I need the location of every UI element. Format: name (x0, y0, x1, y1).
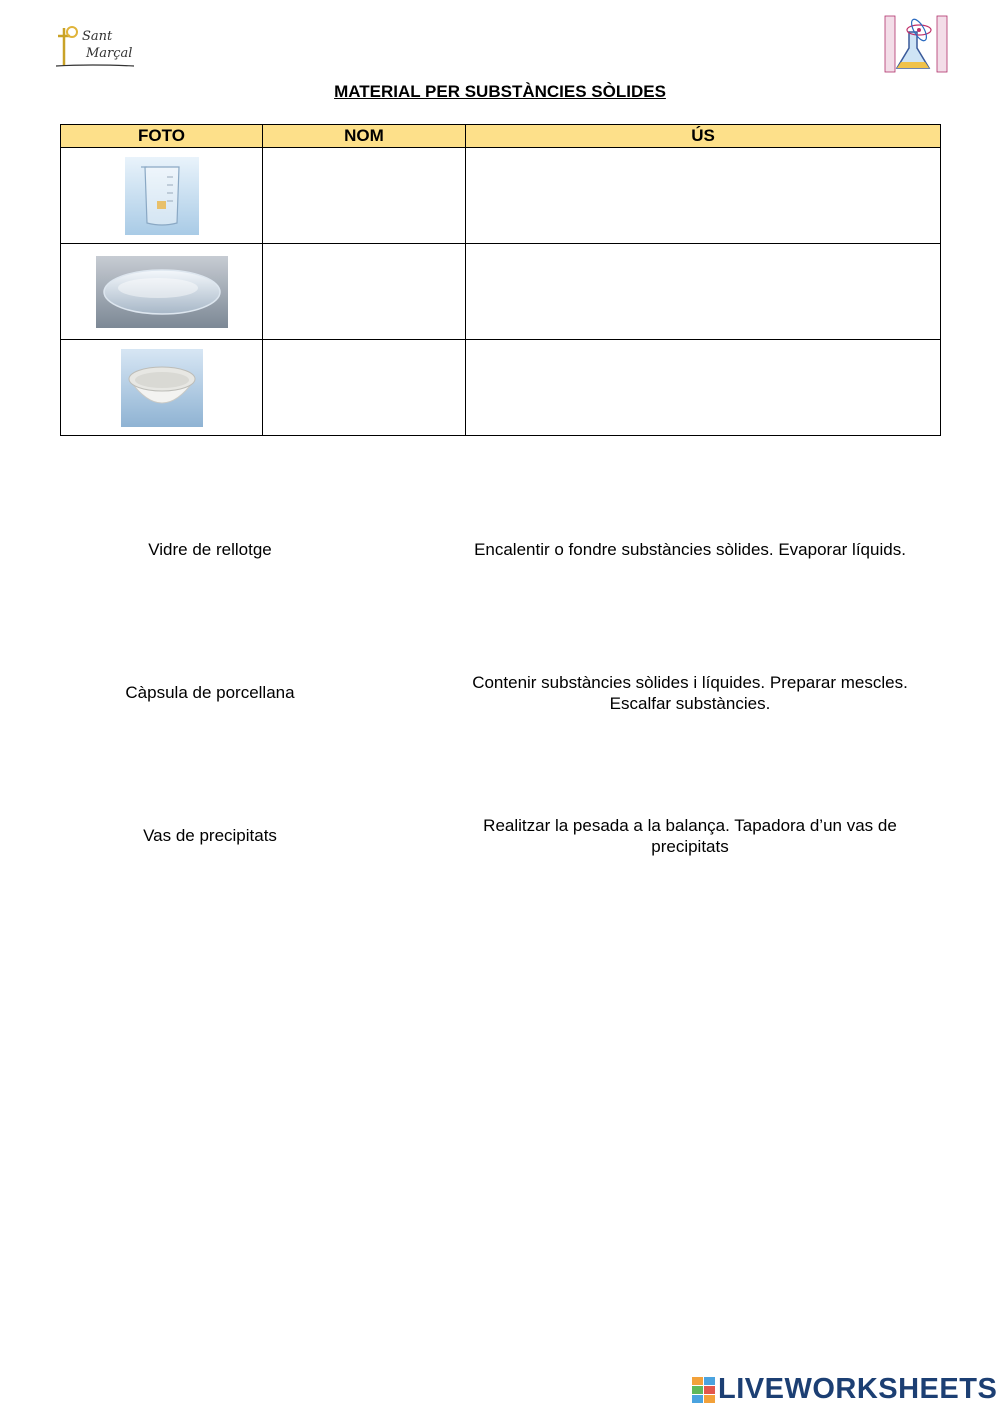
answer-use-line: Contenir substàncies sòlides i líquides. Preparar mescles. (472, 673, 908, 692)
us-answer-cell-3[interactable] (466, 340, 941, 436)
liveworksheets-logo (692, 1373, 998, 1405)
liveworksheets-icon (692, 1375, 716, 1405)
logo-text-line1: Sant (82, 29, 113, 44)
column-header-nom: NOM (263, 125, 466, 148)
answer-use-line: Escalfar substàncies. (609, 694, 771, 713)
nom-answer-cell-2[interactable] (263, 244, 466, 340)
answer-name[interactable]: Càpsula de porcellana (125, 683, 295, 702)
answer-use-line: precipitats (651, 837, 729, 856)
table-row (61, 148, 941, 244)
logo-text-line2: Marçal (86, 46, 133, 61)
column-header-foto: FOTO (61, 125, 263, 148)
answer-use-line: Realitzar la pesada a la balança. Tapadora d’un vas de (483, 816, 897, 835)
photo-cell (61, 340, 263, 436)
nom-answer-cell-1[interactable] (263, 148, 466, 244)
table-row (61, 340, 941, 436)
materials-table (60, 124, 941, 436)
school-logo (50, 22, 140, 74)
table-row (61, 244, 941, 340)
answer-name[interactable]: Vas de precipitats (143, 826, 277, 845)
answer-use[interactable] (440, 672, 940, 714)
porcelain-dish-photo (121, 349, 203, 427)
answer-use[interactable] (440, 815, 940, 857)
photo-cell (61, 244, 263, 340)
us-answer-cell-1[interactable] (466, 148, 941, 244)
photo-cell (61, 148, 263, 244)
table-header-row (61, 125, 941, 148)
column-header-us: ÚS (466, 125, 941, 148)
answer-name[interactable]: Vidre de rellotge (148, 540, 272, 559)
answer-use[interactable] (440, 539, 940, 560)
brand-text: LIVEWORKSHEETS (718, 1373, 998, 1405)
page-title: MATERIAL PER SUBSTÀNCIES SÒLIDES (334, 82, 666, 101)
flask-atom-icon (883, 14, 949, 76)
us-answer-cell-2[interactable] (466, 244, 941, 340)
watch-glass-photo (96, 256, 228, 328)
beaker-photo (125, 157, 199, 235)
answer-use-line: Encalentir o fondre substàncies sòlides. Evaporar líquids. (474, 540, 906, 559)
nom-answer-cell-3[interactable] (263, 340, 466, 436)
science-logo (883, 14, 949, 76)
